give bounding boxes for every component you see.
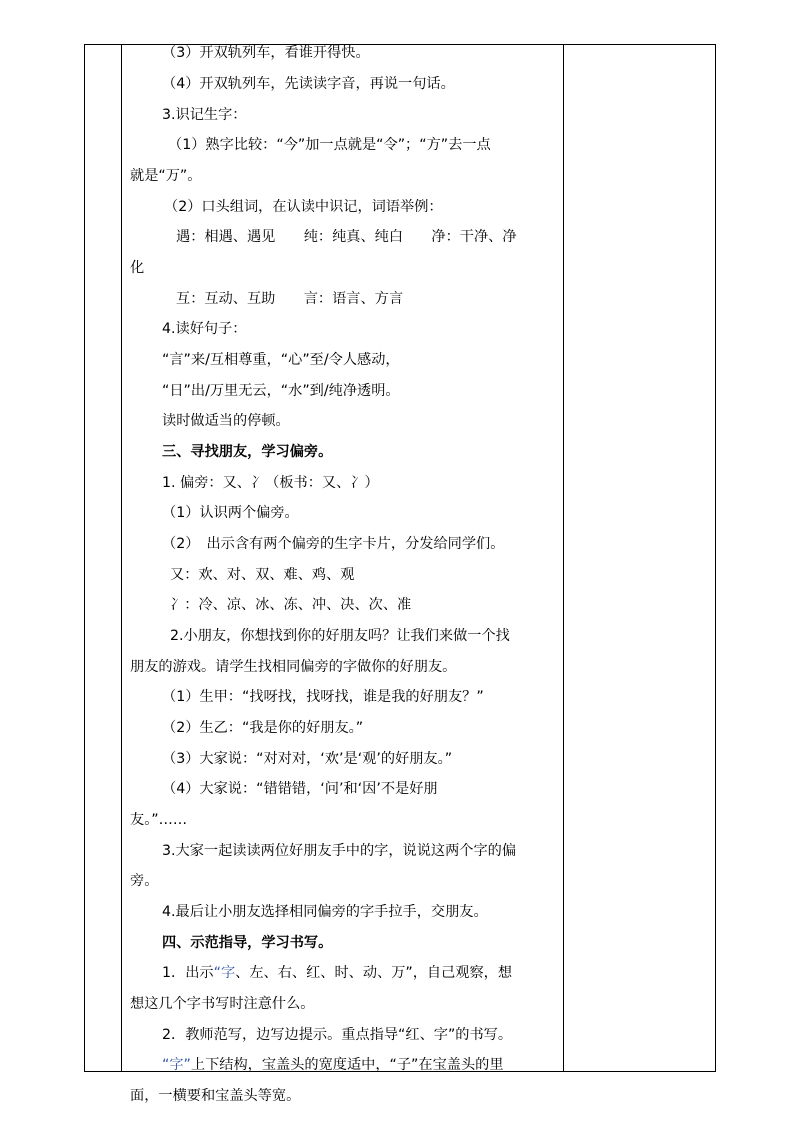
text-line: 1. 偏旁：又、冫（板书：又、冫） [162,475,379,491]
highlighted-char: “字” [162,1057,191,1073]
text-line [162,964,512,982]
text-line: “言”来/互相尊重，“心”至/令人感动， [162,352,400,368]
text-segment: 1．出示 [162,965,214,981]
text-line: 3.大家一起读读两位好朋友手中的字，说说这两个字的偏 [162,843,517,859]
text-segment: 、左、右、红、时、动、万”，自己观察，想 [235,965,513,981]
text-line: 3.识记生字： [162,107,247,123]
text-line: 面，一横要和宝盖头等宽。 [130,1088,301,1104]
text-line: 2．教师范写，边写边提示。重点指导“红、字”的书写。 [162,1027,513,1043]
text-line: （4）大家说：“错错错，‘问’和‘因’不是好朋 [162,781,438,797]
text-line: 就是“万”。 [130,168,202,184]
text-line: 朋友的游戏。请学生找相同偏旁的字做你的好朋友。 [130,659,457,675]
text-line: 旁。 [130,873,159,889]
text-line: 互：互动、互助 言：语言、方言 [176,291,404,307]
text-line: （2） 出示含有两个偏旁的生字卡片，分发给同学们。 [162,536,505,552]
text-line: （1）熟字比较：“今”加一点就是“令”；“方”去一点 [168,137,491,153]
section-heading: 四、示范指导，学习书写。 [162,935,333,951]
text-line: 4.读好句子： [162,321,247,337]
text-line: 冫：冷、凉、冰、冻、冲、决、次、准 [170,597,412,613]
text-line: （2）口头组词，在认读中识记，词语举例： [164,199,443,215]
text-line: （3）开双轨列车，看谁开得快。 [162,45,370,61]
text-line: 化 [130,260,145,276]
section-heading: 三、寻找朋友，学习偏旁。 [162,444,333,460]
text-line: 遇：相遇、遇见 纯：纯真、纯白 净：干净、净 [176,229,517,245]
table-column-divider-right [563,45,564,1071]
text-line: 4.最后让小朋友选择相同偏旁的字手拉手，交朋友。 [162,904,488,920]
text-line: 又：欢、对、双、难、鸡、观 [170,567,355,583]
text-line: （1）认识两个偏旁。 [162,505,299,521]
text-line [162,1056,504,1074]
text-segment: 上下结构，宝盖头的宽度适中，“子”在宝盖头的里 [190,1057,504,1073]
text-line: （1）生甲：“找呀找，找呀找，谁是我的好朋友？” [162,689,484,705]
text-line: 想这几个字书写时注意什么。 [130,996,315,1012]
text-line: 友。”…… [130,812,188,828]
text-line: （3）大家说：“对对对，‘欢’是‘观’的好朋友。” [162,751,453,767]
text-line: “日”出/万里无云，“水”到/纯净透明。 [162,383,400,399]
table-column-divider-left [121,45,122,1071]
text-line: （2）生乙：“我是你的好朋友。” [162,720,364,736]
text-line: 读时做适当的停顿。 [162,413,290,429]
text-line: （4）开双轨列车，先读读字音，再说一句话。 [162,76,455,92]
text-line: 2.小朋友，你想找到你的好朋友吗？让我们来做一个找 [170,628,510,644]
highlighted-char: “字 [213,965,236,981]
